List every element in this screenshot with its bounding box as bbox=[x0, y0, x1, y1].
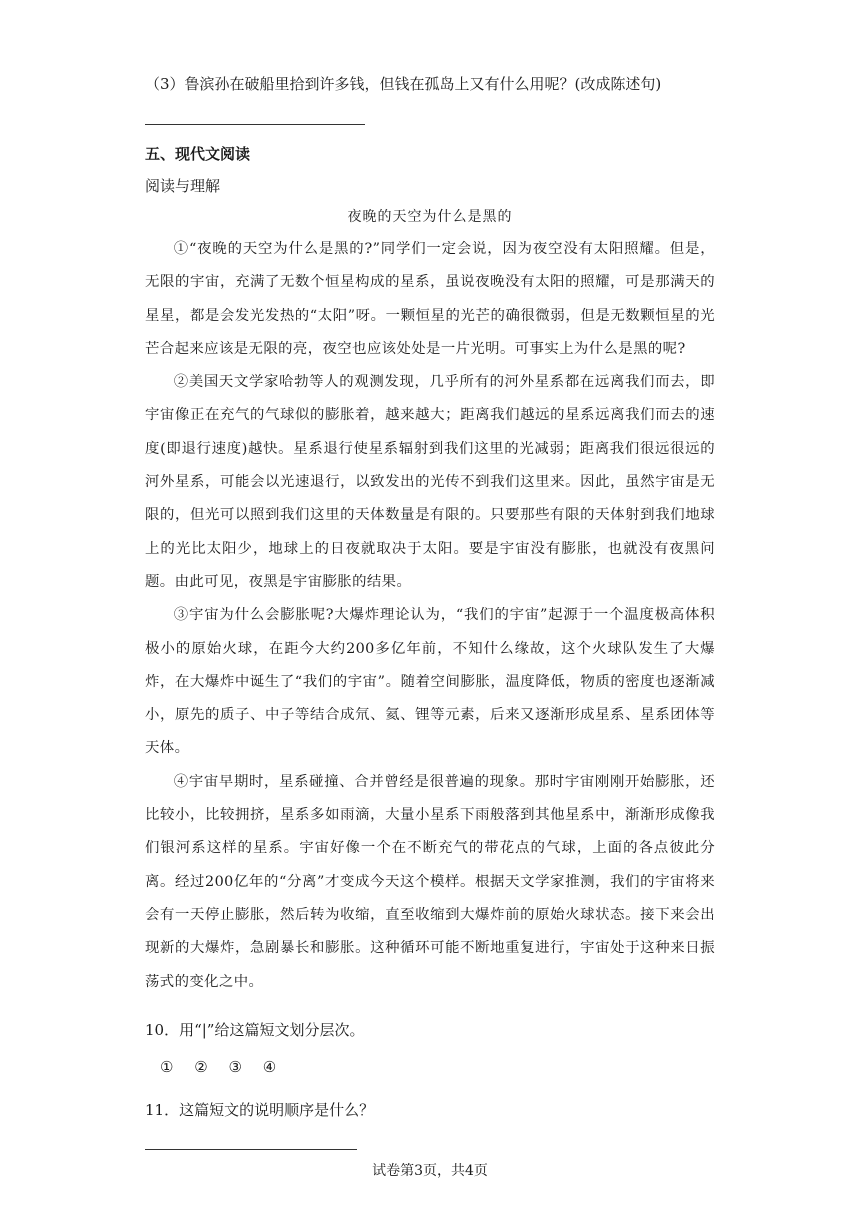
reading-label: 阅读与理解 bbox=[145, 177, 221, 195]
article-paragraph-2: ②美国天文学家哈勃等人的观测发现，几乎所有的河外星系都在远离我们而去，即宇宙像正在充气的气球似的膨胀着，越来越大；距离我们越远的星系远离我们而去的速度(即退行速度)越快。星系退行使星系辐射到我们这里的光减弱；距离我们很远很远的河外星系，可能会以光速退行，以致发出的光传不到我们这里来。因此，虽然宇宙是无限的，但光可以照到我们这里的天体数量是有限的。只要那些有限的天体射到我们地球上的光比太阳少，地球上的日夜就取决于太阳。要是宇宙没有膨胀，也就没有夜黑问题。由此可见，夜黑是宇宙膨胀的结果。 bbox=[145, 374, 715, 590]
section-title: 五、现代文阅读 bbox=[145, 145, 251, 163]
option-3[interactable]: ③ bbox=[228, 1058, 242, 1076]
question-10: 10．用“|”给这篇短文划分层次。 bbox=[145, 1021, 365, 1039]
question-3: （3）鲁滨孙在破船里拾到许多钱，但钱在孤岛上又有什么用呢？(改成陈述句) bbox=[145, 75, 662, 93]
article-paragraph-1: ①“夜晚的天空为什么是黑的?”同学们一定会说，因为夜空没有太阳照耀。但是，无限的宇宙，充满了无数个恒星构成的星系，虽说夜晚没有太阳的照耀，可是那满天的星星，都是会发光发热的“太阳”呀。一颗恒星的光芒的确很微弱，但是无数颗恒星的光芒合起来应该是无限的亮，夜空也应该处处是一片光明。可事实上为什么是黑的呢? bbox=[145, 241, 715, 357]
article-title: 夜晚的天空为什么是黑的 bbox=[347, 209, 513, 225]
answer-line-q11[interactable] bbox=[145, 1149, 357, 1150]
option-2[interactable]: ② bbox=[194, 1058, 208, 1076]
option-4[interactable]: ④ bbox=[262, 1058, 277, 1076]
article-body bbox=[145, 233, 715, 999]
question-11: 11．这篇短文的说明顺序是什么？ bbox=[145, 1101, 375, 1119]
page-footer: 试卷第3页，共4页 bbox=[372, 1163, 488, 1179]
article-paragraph-3: ③宇宙为什么会膨胀呢?大爆炸理论认为，“我们的宇宙”起源于一个温度极高体积极小的原始火球，在距今大约200多亿年前，不知什么缘故，这个火球队发生了大爆炸，在大爆炸中诞生了“我们的宇宙”。随着空间膨胀，温度降低，物质的密度也逐渐减小，原先的质子、中子等结合成氘、氦、锂等元素，后来又逐渐形成星系、星系团体等天体。 bbox=[145, 607, 715, 757]
article-paragraph-4: ④宇宙早期时，星系碰撞、合并曾经是很普遍的现象。那时宇宙刚刚开始膨胀，还比较小，比较拥挤，星系多如雨滴，大量小星系下雨般落到其他星系中，渐渐形成像我们银河系这样的星系。宇宙好像一个在不断充气的带花点的气球，上面的各点彼此分离。经过200亿年的“分离”才变成今天这个模样。根据天文学家推测，我们的宇宙将来会有一天停止膨胀，然后转为收缩，直至收缩到大爆炸前的原始火球状态。接下来会出现新的大爆炸，急剧暴长和膨胀。这种循环可能不断地重复进行，宇宙处于这种来日振荡式的变化之中。 bbox=[145, 773, 715, 990]
answer-line-q3[interactable] bbox=[145, 124, 365, 125]
option-1[interactable]: ① bbox=[160, 1058, 174, 1076]
question-10-options bbox=[160, 1058, 292, 1076]
